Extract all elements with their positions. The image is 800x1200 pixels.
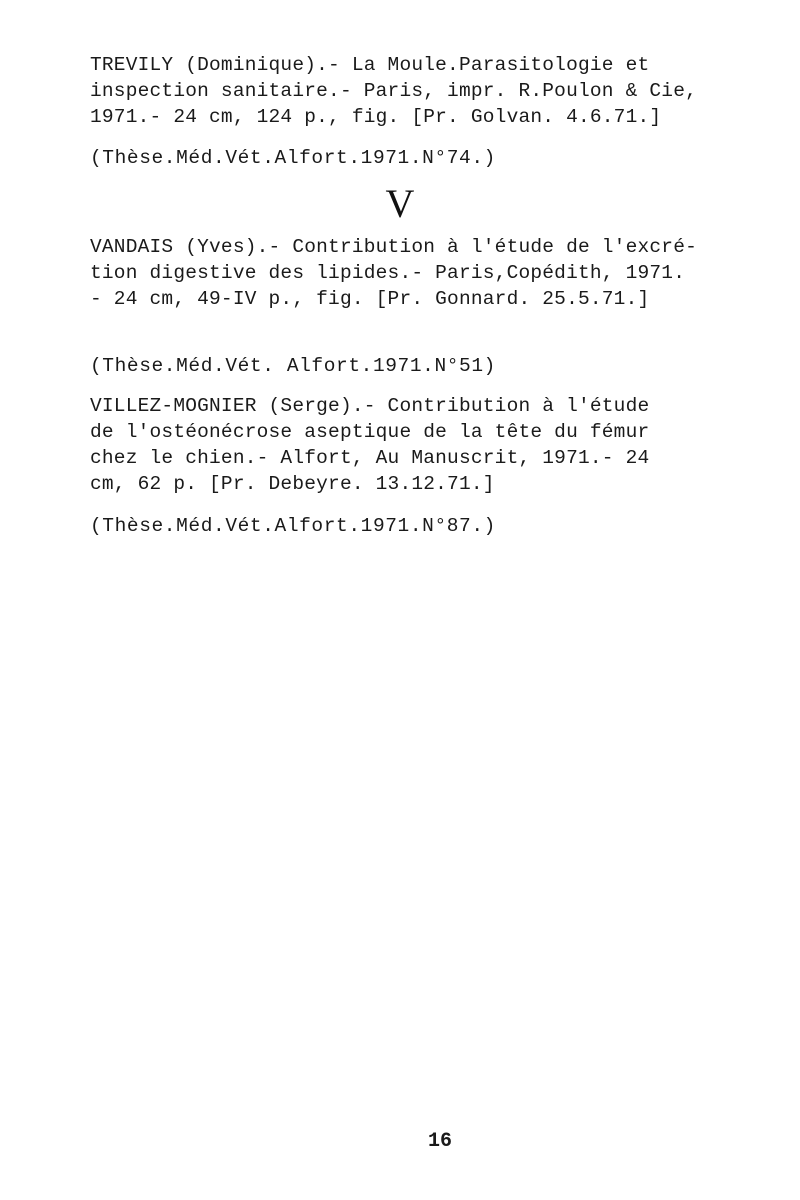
section-letter-heading: V xyxy=(385,181,415,226)
entry-vandais-line-3: - 24 cm, 49-IV p., fig. [Pr. Gonnard. 25.5.71.] xyxy=(90,288,650,310)
entry-villez-line-3: chez le chien.- Alfort, Au Manuscrit, 1971.- 24 xyxy=(90,447,650,469)
entry-trevily-thesis: (Thèse.Méd.Vét.Alfort.1971.N°74.) xyxy=(90,147,496,169)
entry-villez-line-4: cm, 62 p. [Pr. Debeyre. 13.12.71.] xyxy=(90,473,495,495)
entry-trevily-line-2: inspection sanitaire.- Paris, impr. R.Poulon & Cie, xyxy=(90,80,697,102)
entry-vandais-line-1: VANDAIS (Yves).- Contribution à l'étude de l'excré- xyxy=(90,236,697,258)
entry-villez-thesis: (Thèse.Méd.Vét.Alfort.1971.N°87.) xyxy=(90,515,496,537)
page-number: 16 xyxy=(427,1130,452,1153)
entry-vandais-line-2: tion digestive des lipides.- Paris,Copédith, 1971. xyxy=(90,262,686,284)
entry-villez-line-2: de l'ostéonécrose aseptique de la tête du fémur xyxy=(90,421,650,443)
entry-villez-line-1: VILLEZ-MOGNIER (Serge).- Contribution à l'étude xyxy=(90,395,650,417)
entry-trevily-line-3: 1971.- 24 cm, 124 p., fig. [Pr. Golvan. 4.6.71.] xyxy=(90,106,662,128)
entry-trevily-line-1: TREVILY (Dominique).- La Moule.Parasitologie et xyxy=(90,54,650,76)
entry-vandais-thesis: (Thèse.Méd.Vét. Alfort.1971.N°51) xyxy=(90,355,496,377)
